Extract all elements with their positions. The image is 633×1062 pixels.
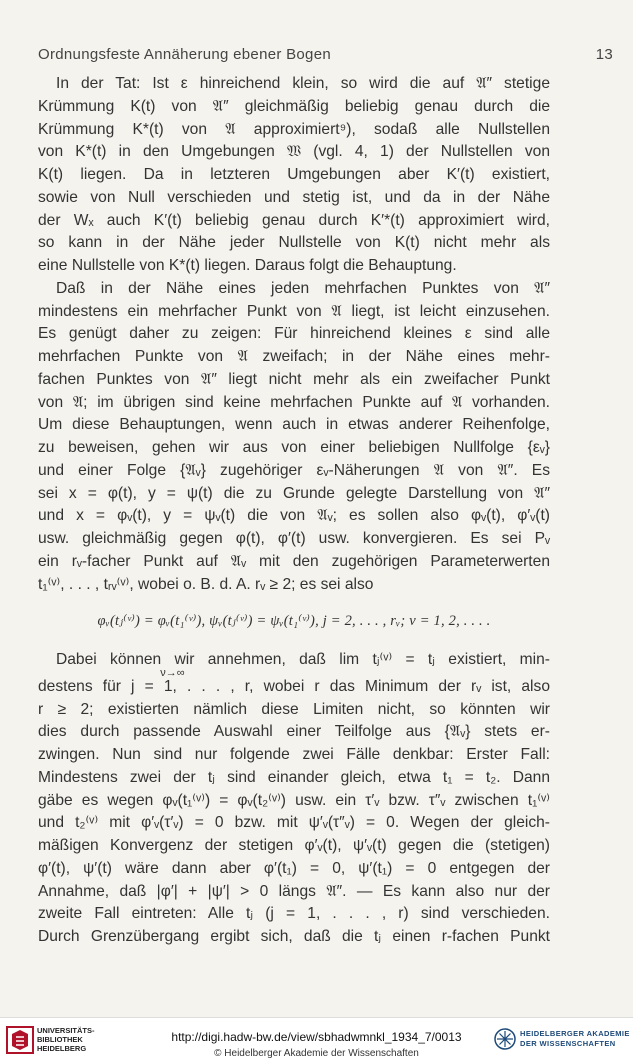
p3-line: zwingen. Nun sind nur folgende zwei Fälle denkbar: Erster Fall: [38, 746, 550, 763]
p3-line: r ≥ 2; existierten nämlich diese Limiten nicht, so könnten wir [38, 700, 550, 718]
p2-line: usw. gleichmäßig gegen φ(t), φ′(t) usw. konvergieren. Es sei Pᵥ [38, 530, 550, 547]
p3-line: Mindestens zwei der tⱼ sind einander gleich, etwa t₁ = t₂. Dann [38, 768, 550, 786]
p2-line: Daß in der Nähe eines jeden mehrfachen Punktes von 𝔄″ [56, 279, 550, 297]
p2-line: sei x = φ(t), y = ψ(t) die zu Grunde gelegte Darstellung von 𝔄″ [38, 484, 550, 502]
p2-line: fachen Punktes von 𝔄″ liegt nicht mehr als ein zweifacher Punkt [38, 370, 550, 388]
p3-line: zweite Fall eintreten: Alle tⱼ (j = 1, . . . , r) sind verschieden. [38, 905, 550, 923]
academy-name [520, 1029, 630, 1049]
inst-right-line: HEIDELBERGER AKADEMIE [520, 1029, 630, 1038]
p2-line: und x = φᵥ(t), y = ψᵥ(t) die von 𝔄ᵥ; es sollen also φᵥ(t), φ′ᵥ(t) [38, 507, 550, 525]
p1-line: so kann in der Nähe jeder Nullstelle von K(t) nicht mehr als [38, 234, 550, 252]
inst-left-line: BIBLIOTHEK [37, 1035, 83, 1044]
p3-line: und t₂⁽ᵛ⁾ mit φ′ᵥ(τ′ᵥ) = 0 bzw. mit ψ′ᵥ(τ″ᵥ) = 0. Wegen der gleich- [38, 814, 550, 832]
running-title: Ordnungsfeste Annäherung ebener Bogen [38, 46, 331, 63]
p1-line: Krümmung K(t) von 𝔄″ gleichmäßig beliebig genau durch die [38, 97, 550, 115]
inst-right-line: DER WISSENSCHAFTEN [520, 1039, 616, 1048]
p3-line: Dabei können wir annehmen, daß lim tⱼ⁽ᵛ⁾ = tⱼ existiert, min- [56, 651, 550, 668]
p3-line: Annahme, daß |φ′| + |ψ′| > 0 längs 𝔄″. — Es kann also nur der [38, 882, 550, 900]
display-formula: φᵥ(tⱼ⁽ᵛ⁾) = φᵥ(t₁⁽ᵛ⁾), ψᵥ(tⱼ⁽ᵛ⁾) = ψᵥ(t₁⁽ᵛ⁾), j = 2, . . . , rᵥ; ν = 1, 2, . . . . [97, 613, 491, 630]
academy-logo-icon [494, 1028, 516, 1050]
p2-line: mehrfachen Punkte von 𝔄 zweifach; in der Nähe eines mehr- [38, 348, 550, 365]
inst-left-line: UNIVERSITÄTS- [37, 1026, 95, 1035]
p3-line: φ′(t), ψ′(t) wäre dann aber φ′(t₁) = 0, ψ′(t₁) = 0 entgegen der [38, 859, 550, 877]
body-text [38, 73, 550, 949]
p1-line: sowie von Null verschieden und stetig ist, und da in der Nähe [38, 188, 550, 206]
p3-line: mäßigen Konvergenz der stetigen φ′ᵥ(t), ψ′ᵥ(t) gegen die (stetigen) [38, 837, 550, 854]
copyright-text: © Heidelberger Akademie der Wissenschaften [214, 1048, 419, 1059]
inst-left-line: HEIDELBERG [37, 1044, 87, 1053]
page-number: 13 [595, 46, 613, 63]
p2-line: von 𝔄; im übrigen sind keine mehrfachen Punkte auf 𝔄 vorhanden. [38, 393, 550, 411]
p2-line: ein rᵥ-facher Punkt auf 𝔄ᵥ mit den zugehörigen Parameterwerten [38, 552, 550, 570]
p2-line: und einer Folge {𝔄ᵥ} zugehöriger εᵥ-Näherungen 𝔄 von 𝔄″. Es [38, 461, 550, 479]
p2-line: mindestens ein mehrfacher Punkt von 𝔄 liegt, ist leicht einzusehen. [38, 302, 550, 320]
p3-line: gäbe es wegen φᵥ(t₁⁽ᵛ⁾) = φᵥ(t₂⁽ᵛ⁾) usw. ein τ′ᵥ bzw. τ″ᵥ zwischen t₁⁽ᵛ⁾ [38, 791, 550, 809]
source-url-link[interactable]: http://digi.hadw-bw.de/view/sbhadwmnkl_1934_7/0013 [171, 1030, 462, 1044]
p1-line: In der Tat: Ist ε hinreichend klein, so wird die auf 𝔄″ stetige [56, 75, 550, 92]
p1-line: K(t) liegen. Da in letzteren Umgebungen aber K′(t) existiert, [38, 166, 550, 183]
p2-line: Um diese Behauptungen, wenn auch in etwas anderer Reihenfolge, [38, 416, 550, 434]
p2-line: Es genügt daher zu zeigen: Für hinreichend kleines ε sind alle [38, 325, 550, 343]
p3-line: destens für j = 1, . . . , r, wobei r das Minimum der rᵥ ist, also [38, 677, 550, 695]
running-header [38, 46, 613, 68]
p1-line: eine Nullstelle von K*(t) liegen. Daraus folgt die Behauptung. [38, 257, 457, 274]
p1-line: Krümmung K*(t) von 𝔄 approximiert⁹), sodaß alle Nullstellen [38, 120, 550, 138]
p1-line: der Wₓ auch K′(t) beliebig genau durch K′*(t) approximiert wird, [38, 211, 550, 229]
footer-bar [0, 1017, 633, 1062]
p2-line: zu beweisen, gehen wir aus von einer beliebigen Nullfolge {εᵥ} [38, 439, 550, 456]
p3-line: dies durch passende Auswahl einer Teilfolge aus {𝔄ᵥ} stets er- [38, 723, 550, 741]
p1-line: von K*(t) in den Umgebungen 𝔚 (vgl. 4, 1) der Nullstellen von [38, 143, 550, 161]
p3-line: Durch Grenzübergang ergibt sich, daß die tⱼ einen r-fachen Punkt [38, 928, 550, 945]
p2-line: t₁⁽ᵛ⁾, . . . , tᵣᵥ⁽ᵛ⁾, wobei o. B. d. A. rᵥ ≥ 2; es sei also [38, 575, 374, 593]
limit-subscript: ν→∞ [38, 666, 185, 679]
